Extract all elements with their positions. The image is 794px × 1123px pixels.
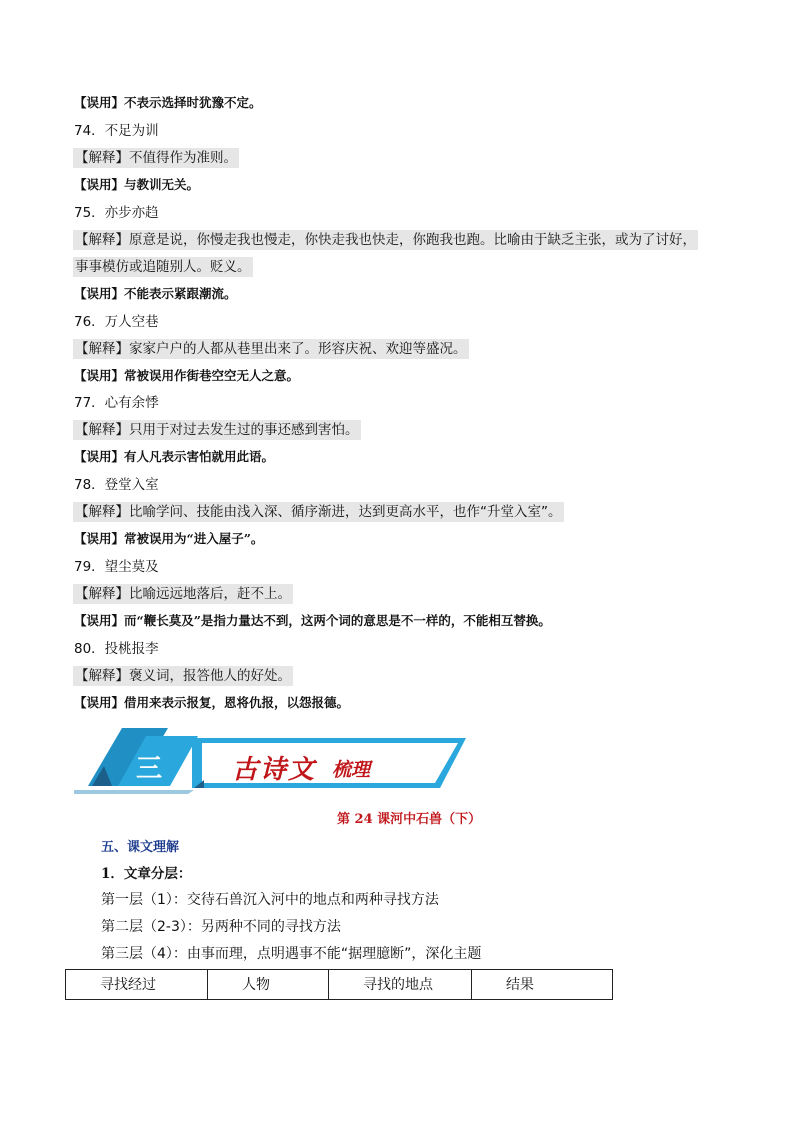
explanation-line: 【解释】只用于对过去发生过的事还感到害怕。 xyxy=(75,422,359,438)
misuse-line: 【误用】有人凡表示害怕就用此语。 xyxy=(74,449,275,464)
section-heading-label: 课文理解 xyxy=(127,840,180,855)
misuse-line: 【误用】常被误用作街巷空空无人之意。 xyxy=(74,368,300,383)
table-header-cell: 寻找经过 xyxy=(66,970,208,1000)
layer-3: 第三层（4）：由事而理，点明遇事不能“据理臆断”，深化主题 xyxy=(101,946,482,962)
table-header-row xyxy=(66,970,613,1000)
explanation-line: 【解释】原意是说，你慢走我也慢走，你快走我也快走，你跑我也跑。比喻由于缺乏主张，或为了讨好， xyxy=(75,232,696,248)
idiom-title: 75．亦步亦趋 xyxy=(74,205,159,221)
misuse-line: 【误用】不能表示紧跟潮流。 xyxy=(74,286,237,301)
idiom-title: 76．万人空巷 xyxy=(74,314,159,330)
banner-subtitle: 梳理 xyxy=(332,759,371,781)
idiom-title: 74．不足为训 xyxy=(74,123,159,139)
explanation-line: 【解释】褒义词，报答他人的好处。 xyxy=(75,668,291,684)
banner-title: 古诗文 xyxy=(232,755,317,785)
explanation-line: 【解释】比喻远远地落后，赶不上。 xyxy=(75,586,291,602)
explanation-line: 【解释】比喻学问、技能由浅入深、循序渐进，达到更高水平，也作“升堂入室”。 xyxy=(75,504,562,520)
idiom-title: 80．投桃报李 xyxy=(74,641,159,657)
misuse-line: 【误用】与教训无关。 xyxy=(74,177,200,192)
misuse-line: 【误用】而“鞭长莫及”是指力量达不到，这两个词的意思是不一样的，不能相互替换。 xyxy=(74,613,551,628)
idiom-title: 78．登堂入室 xyxy=(74,477,159,493)
misuse-line: 【误用】不表示选择时犹豫不定。 xyxy=(74,95,262,110)
idiom-title: 77．心有余悸 xyxy=(74,395,159,411)
misuse-line: 【误用】借用来表示报复，恩将仇报，以怨报德。 xyxy=(74,695,350,710)
section-banner xyxy=(74,722,472,794)
layer-2: 第二层（2-3）：另两种不同的寻找方法 xyxy=(101,919,341,935)
explanation-line: 【解释】不值得作为准则。 xyxy=(75,150,237,166)
section-heading xyxy=(101,836,179,855)
table-header-cell: 结果 xyxy=(472,970,613,1000)
section-heading-prefix: 五、 xyxy=(101,840,128,855)
layer-1: 第一层（1）：交待石兽沉入河中的地点和两种寻找方法 xyxy=(101,892,439,908)
search-table xyxy=(65,969,613,1000)
idiom-title: 79．望尘莫及 xyxy=(74,559,159,575)
explanation-line: 【解释】家家户户的人都从巷里出来了。形容庆祝、欢迎等盛况。 xyxy=(75,341,467,357)
banner-number: 三 xyxy=(136,754,163,784)
table-header-cell: 寻找的地点 xyxy=(329,970,472,1000)
table-header-cell: 人物 xyxy=(208,970,329,1000)
layer-subheading: 1．文章分层： xyxy=(101,866,192,882)
explanation-line: 事事模仿或追随别人。贬义。 xyxy=(75,259,251,275)
lesson-title: 第 24 课河中石兽（下） xyxy=(337,812,482,827)
misuse-line: 【误用】常被误用为“进入屋子”。 xyxy=(74,531,264,546)
